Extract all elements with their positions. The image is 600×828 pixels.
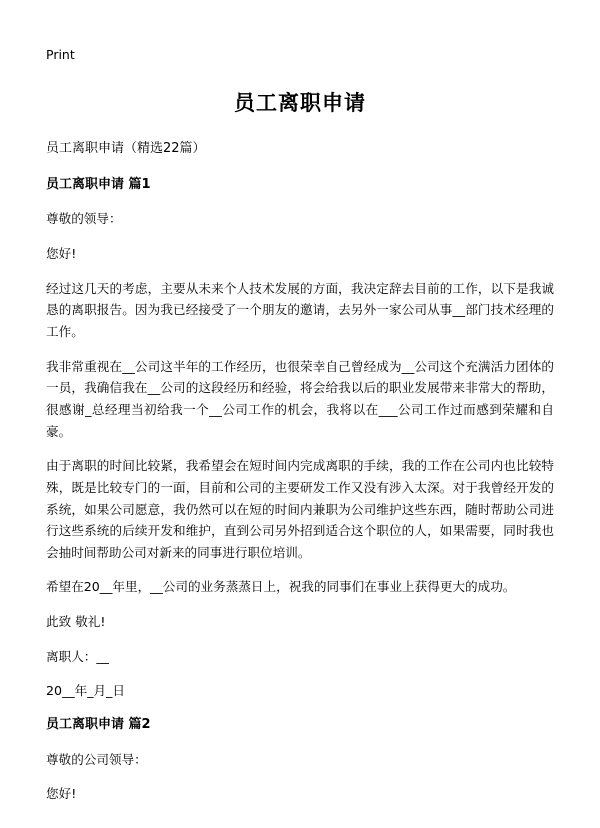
signature-line: 离职人：__ bbox=[46, 648, 109, 664]
paragraph: 您好! bbox=[46, 245, 77, 261]
signature-date: 20__年_月_日 bbox=[46, 683, 125, 699]
page-title: 员工离职申请 bbox=[234, 91, 366, 115]
document-subtitle: 员工离职申请（精选22篇） bbox=[46, 141, 206, 157]
paragraph: 由于离职的时间比较紧，我希望会在短时间内完成离职的手续，我的工作在公司内也比较特殊，既是比较专门的一面，目前和公司的主要研发工作又没有涉入太深。对于我曾经开发的系统，如果公司愿意，我仍然可以在短的时间内兼职为公司维护这些东西，随时帮助公司进行这些系统的后续开发和维护，直到公司另外招到适合这个职位的人，如果需要，同时我也会抽时间帮助公司对新来的同事进行职位培训。 bbox=[46, 458, 554, 560]
paragraph: 此致 敬礼! bbox=[46, 614, 106, 630]
section-heading-1: 员工离职申请 篇1 bbox=[46, 176, 151, 192]
paragraph: 尊敬的公司领导： bbox=[46, 751, 147, 767]
print-link[interactable]: Print bbox=[46, 47, 75, 62]
section-heading-2: 员工离职申请 篇2 bbox=[46, 717, 151, 733]
paragraph: 希望在20__年里，__公司的业务蒸蒸日上，祝我的同事们在事业上获得更大的成功。 bbox=[46, 579, 516, 595]
paragraph: 尊敬的领导： bbox=[46, 211, 122, 227]
paragraph: 您好! bbox=[46, 786, 77, 802]
paragraph: 经过这几天的考虑，主要从未来个人技术发展的方面，我决定辞去目前的工作，以下是我诚恳的离职报告。因为我已经接受了一个朋友的邀请，去另外一家公司从事__部门技术经理的工作。 bbox=[46, 280, 554, 339]
paragraph: 我非常重视在__公司这半年的工作经历，也很荣幸自己曾经成为__公司这个充满活力团体的一员，我确信我在__公司的这段经历和经验，将会给我以后的职业发展带来非常大的帮助，很感谢_总经理当初给我一个__公司工作的机会，我将以在___公司工作过而感到荣耀和自豪。 bbox=[46, 358, 554, 439]
